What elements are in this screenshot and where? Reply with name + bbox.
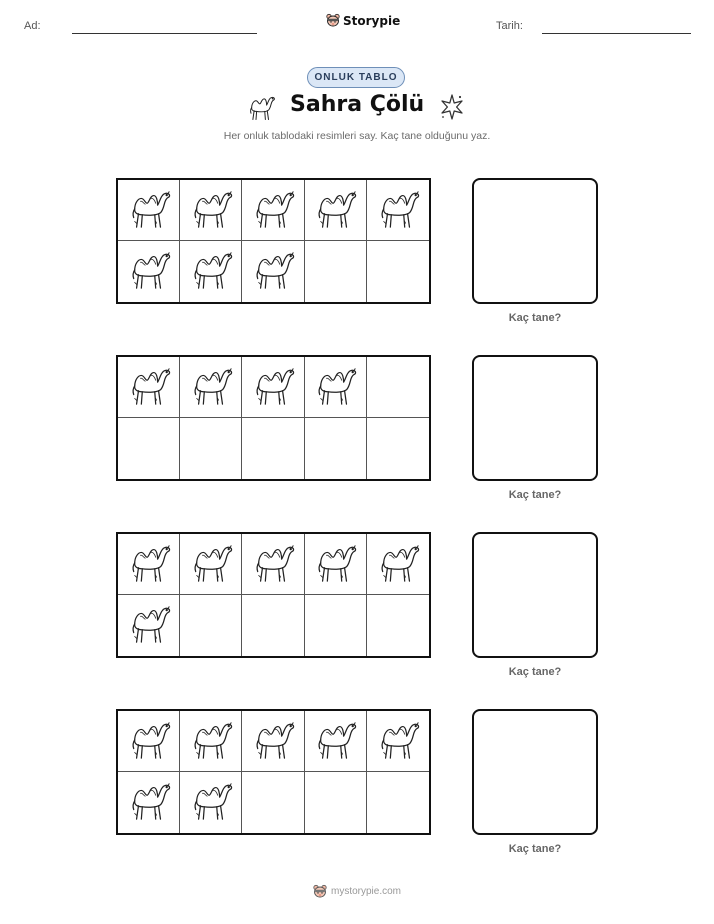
frame-cell (118, 357, 180, 418)
frame-cell (180, 241, 242, 302)
camel-icon (127, 716, 171, 767)
camel-icon (189, 246, 233, 297)
brand-logo (326, 13, 400, 28)
ten-frame (116, 355, 431, 481)
title-row (240, 90, 470, 126)
brand-name: Storypie (343, 13, 401, 28)
camel-icon (251, 539, 295, 590)
camel-icon (251, 716, 295, 767)
frame-cell (242, 772, 304, 833)
camel-icon (127, 600, 171, 651)
frame-cell (118, 180, 180, 241)
sparkle-star-icon (438, 93, 466, 121)
camel-icon (251, 362, 295, 413)
frame-cell (242, 711, 304, 772)
frame-cell (305, 418, 367, 479)
camel-icon (313, 362, 357, 413)
camel-icon (189, 539, 233, 590)
frame-cell (367, 241, 429, 302)
frame-cell (242, 180, 304, 241)
frame-cell (180, 357, 242, 418)
camel-icon (313, 185, 357, 236)
answer-box[interactable] (472, 532, 598, 658)
answer-label: Kaç tane? (508, 666, 562, 678)
frame-cell (305, 241, 367, 302)
frame-cell (118, 241, 180, 302)
frame-cell (305, 772, 367, 833)
frame-cell (305, 357, 367, 418)
frame-cell (367, 595, 429, 656)
date-label: Tarih: (496, 20, 523, 32)
camel-icon (376, 716, 420, 767)
bear-mascot-icon (313, 884, 327, 899)
frame-cell (242, 418, 304, 479)
footer-url: mystorypie.com (330, 886, 401, 897)
frame-cell (367, 357, 429, 418)
frame-cell (180, 772, 242, 833)
frame-cell (118, 418, 180, 479)
frame-cell (367, 711, 429, 772)
answer-label: Kaç tane? (508, 489, 562, 501)
camel-icon (189, 185, 233, 236)
name-label: Ad: (24, 20, 41, 32)
frame-cell (367, 418, 429, 479)
frame-cell (180, 534, 242, 595)
camel-icon (244, 92, 278, 122)
frame-cell (180, 418, 242, 479)
camel-icon (127, 362, 171, 413)
frame-cell (305, 180, 367, 241)
camel-icon (189, 716, 233, 767)
frame-cell (242, 595, 304, 656)
camel-icon (313, 716, 357, 767)
answer-label: Kaç tane? (508, 312, 562, 324)
footer (0, 884, 714, 899)
answer-label: Kaç tane? (508, 843, 562, 855)
answer-box[interactable] (472, 178, 598, 304)
camel-icon (251, 185, 295, 236)
camel-icon (313, 539, 357, 590)
frame-cell (118, 711, 180, 772)
frame-cell (180, 595, 242, 656)
ten-frame (116, 709, 431, 835)
answer-box[interactable] (472, 709, 598, 835)
camel-icon (189, 362, 233, 413)
category-badge: ONLUK TABLO (307, 67, 405, 88)
frame-cell (180, 711, 242, 772)
ten-frame (116, 532, 431, 658)
frame-cell (118, 534, 180, 595)
camel-icon (251, 246, 295, 297)
page-title: Sahra Çölü (290, 92, 425, 117)
frame-cell (305, 534, 367, 595)
answer-box[interactable] (472, 355, 598, 481)
ten-frame (116, 178, 431, 304)
frame-cell (180, 180, 242, 241)
date-line (542, 33, 691, 34)
frame-cell (305, 595, 367, 656)
frame-cell (367, 180, 429, 241)
camel-icon (127, 246, 171, 297)
camel-icon (376, 185, 420, 236)
frame-cell (367, 534, 429, 595)
bear-mascot-icon (326, 13, 340, 28)
name-line (72, 33, 257, 34)
frame-cell (118, 772, 180, 833)
frame-cell (118, 595, 180, 656)
frame-cell (242, 357, 304, 418)
frame-cell (242, 241, 304, 302)
camel-icon (376, 539, 420, 590)
frame-cell (367, 772, 429, 833)
instructions: Her onluk tablodaki resimleri say. Kaç tane olduğunu yaz. (223, 130, 491, 142)
camel-icon (189, 777, 233, 828)
frame-cell (305, 711, 367, 772)
frame-cell (242, 534, 304, 595)
camel-icon (127, 185, 171, 236)
camel-icon (127, 777, 171, 828)
camel-icon (127, 539, 171, 590)
